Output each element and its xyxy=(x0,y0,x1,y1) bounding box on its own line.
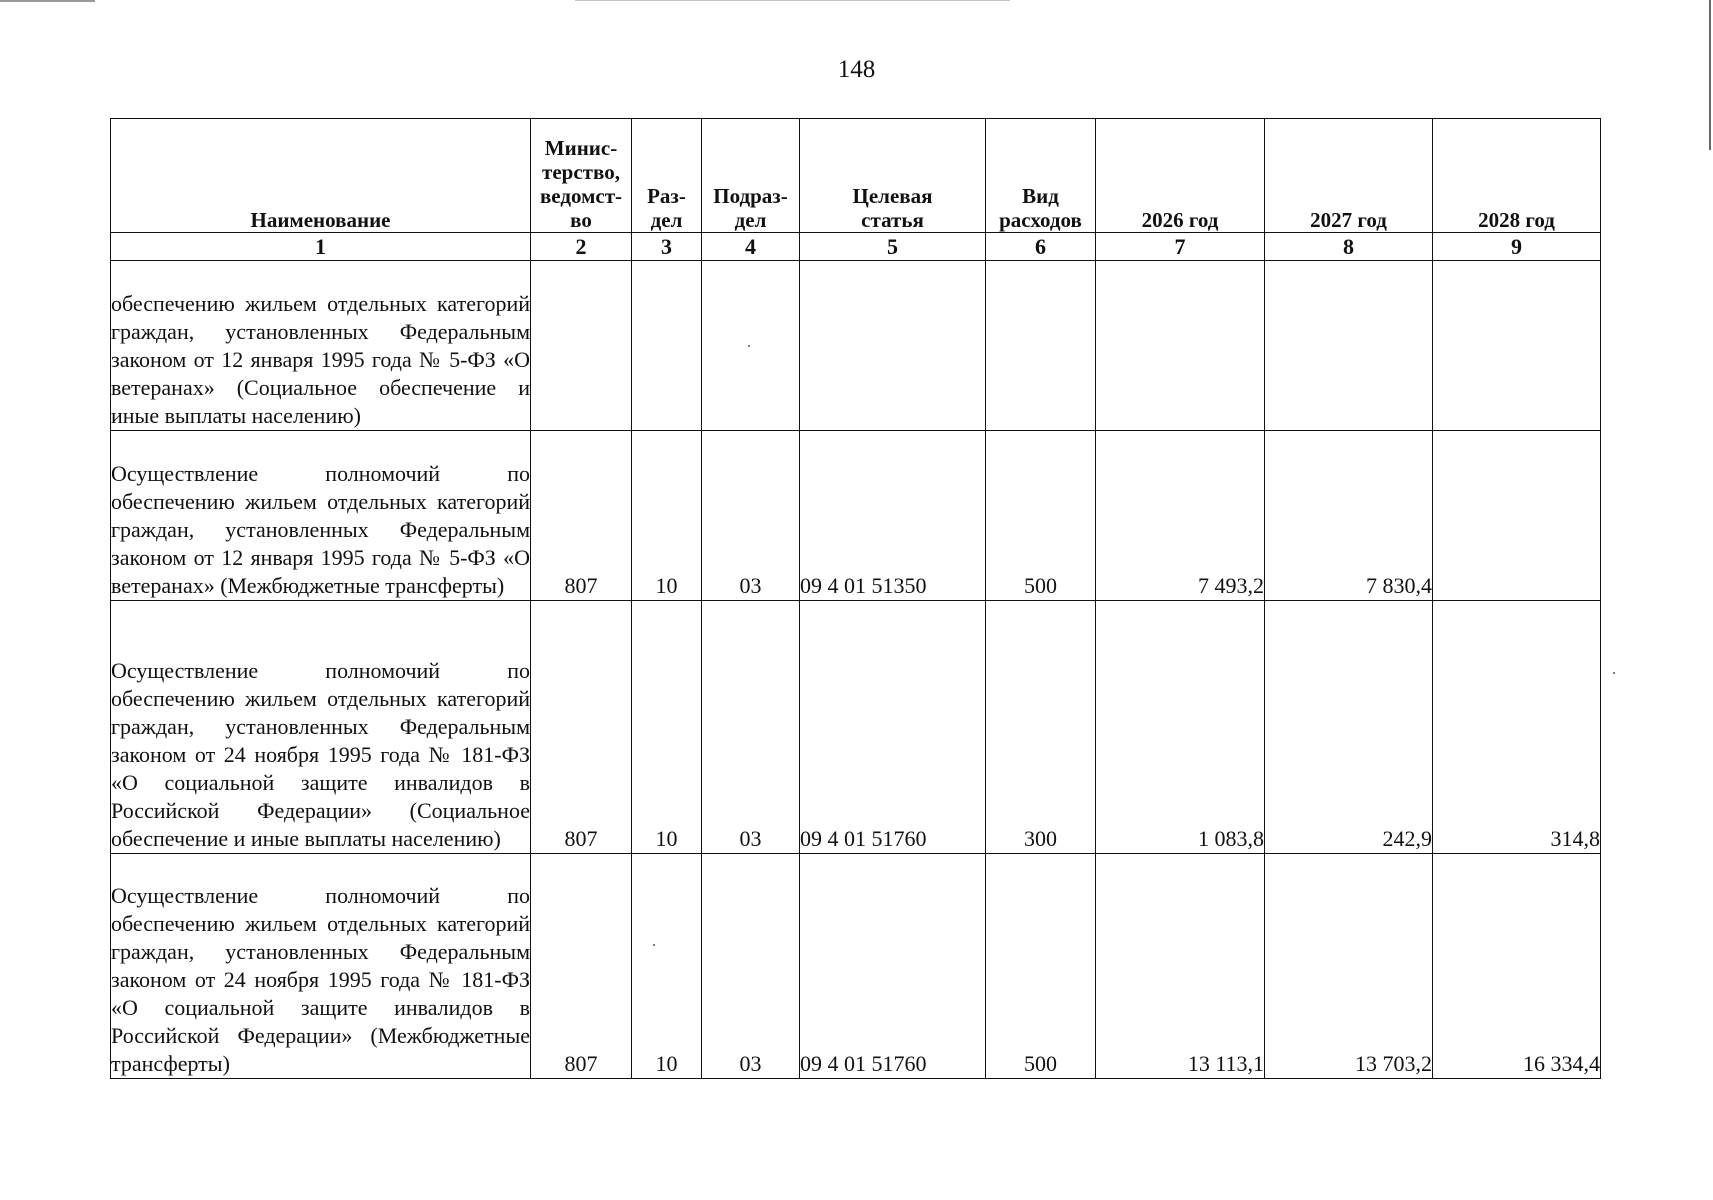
row-2028: 16 334,4 xyxy=(1433,854,1601,1079)
row-2027: 7 830,4 xyxy=(1265,431,1433,601)
header-ministry: Минис- терство, ведомст- во xyxy=(531,119,632,233)
table-row xyxy=(111,431,1601,601)
row-ministry: 807 xyxy=(531,854,632,1079)
row-name xyxy=(111,854,531,1079)
scan-speck xyxy=(748,345,750,347)
row-target: 09 4 01 51350 xyxy=(800,431,986,601)
row-subsection xyxy=(702,261,800,431)
row-name-text: обеспечению жильем отдельных категорий граждан, установленных Федеральным законом от 12 января 1995 года № 5-ФЗ «О ветеранах» (Социальное обеспечение и иные выплаты населению) xyxy=(111,291,530,428)
row-2028 xyxy=(1433,261,1601,431)
row-expense-type xyxy=(986,261,1096,431)
header-expense-type: Вид расходов xyxy=(986,119,1096,233)
header-section: Раз- дел xyxy=(632,119,702,233)
header-year-2026: 2026 год xyxy=(1096,119,1265,233)
column-number: 3 xyxy=(632,233,702,261)
row-subsection: 03 xyxy=(702,854,800,1079)
table-row xyxy=(111,601,1601,854)
row-2027: 13 703,2 xyxy=(1265,854,1433,1079)
header-name: Наименование xyxy=(111,119,531,233)
row-2026: 1 083,8 xyxy=(1096,601,1265,854)
row-2028 xyxy=(1433,431,1601,601)
header-year-2028: 2028 год xyxy=(1433,119,1601,233)
row-name-text: Осуществление полномочий по обеспечению жильем отдельных категорий граждан, установленных Федеральным законом от 24 ноября 1995 года № 181-ФЗ «О социальной защите инвалидов в Российской Федерации» (Межбюджетные трансферты) xyxy=(111,883,530,1076)
row-ministry: 807 xyxy=(531,431,632,601)
row-2026 xyxy=(1096,261,1265,431)
row-name xyxy=(111,261,531,431)
page-number: 148 xyxy=(837,56,876,83)
row-target: 09 4 01 51760 xyxy=(800,601,986,854)
row-subsection: 03 xyxy=(702,601,800,854)
header-year-2027: 2027 год xyxy=(1265,119,1433,233)
row-name-text: Осуществление полномочий по обеспечению жильем отдельных категорий граждан, установленных Федеральным законом от 12 января 1995 года № 5-ФЗ «О ветеранах» (Межбюджетные трансферты) xyxy=(111,461,530,598)
column-number: 9 xyxy=(1433,233,1601,261)
row-section: 10 xyxy=(632,854,702,1079)
column-number: 1 xyxy=(111,233,531,261)
row-section xyxy=(632,261,702,431)
row-2027: 242,9 xyxy=(1265,601,1433,854)
row-ministry: 807 xyxy=(531,601,632,854)
row-name xyxy=(111,431,531,601)
header-subsection: Подраз- дел xyxy=(702,119,800,233)
header-target: Целевая статья xyxy=(800,119,986,233)
table-row xyxy=(111,261,1601,431)
row-2026: 7 493,2 xyxy=(1096,431,1265,601)
row-subsection: 03 xyxy=(702,431,800,601)
column-number: 8 xyxy=(1265,233,1433,261)
row-2027 xyxy=(1265,261,1433,431)
column-number: 5 xyxy=(800,233,986,261)
header-row xyxy=(111,119,1601,233)
row-target xyxy=(800,261,986,431)
row-2028: 314,8 xyxy=(1433,601,1601,854)
scan-speck xyxy=(1613,672,1615,674)
scan-edge-line xyxy=(0,0,95,2)
row-name-text: Осуществление полномочий по обеспечению жильем отдельных категорий граждан, установленных Федеральным законом от 24 ноября 1995 года № 181-ФЗ «О социальной защите инвалидов в Российской Федерации» (Социальное обеспечение и иные выплаты населению) xyxy=(111,658,530,851)
row-section: 10 xyxy=(632,431,702,601)
column-number: 2 xyxy=(531,233,632,261)
row-target: 09 4 01 51760 xyxy=(800,854,986,1079)
column-number: 4 xyxy=(702,233,800,261)
budget-table xyxy=(110,118,1601,1079)
scan-edge-line xyxy=(575,0,1010,1)
row-section: 10 xyxy=(632,601,702,854)
row-name xyxy=(111,601,531,854)
row-expense-type: 300 xyxy=(986,601,1096,854)
column-number: 7 xyxy=(1096,233,1265,261)
row-expense-type: 500 xyxy=(986,854,1096,1079)
scan-speck xyxy=(653,944,655,946)
table-row xyxy=(111,854,1601,1079)
row-ministry xyxy=(531,261,632,431)
row-2026: 13 113,1 xyxy=(1096,854,1265,1079)
row-expense-type: 500 xyxy=(986,431,1096,601)
column-number: 6 xyxy=(986,233,1096,261)
column-number-row xyxy=(111,233,1601,261)
